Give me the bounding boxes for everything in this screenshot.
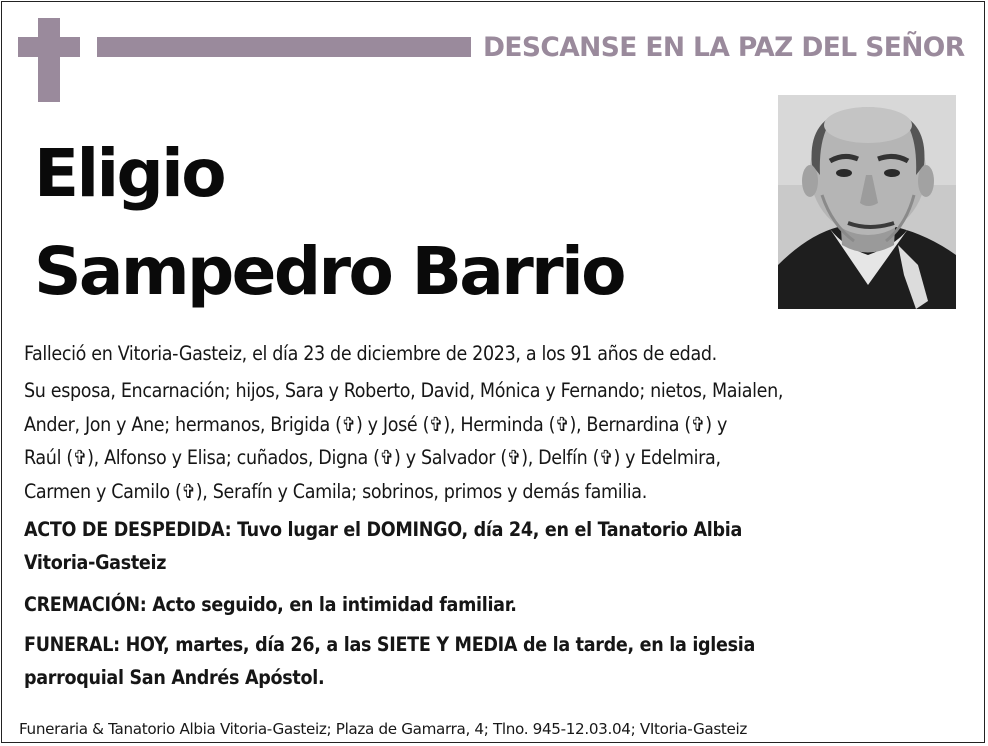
header-divider-bar [97,37,471,57]
family-line: Raúl (✞), Alfonso y Elisa; cuñados, Digna (✞) y Salvador (✞), Delfín (✞) y Edelmira, [24,446,721,469]
funeral-line: parroquial San Andrés Apóstol. [24,666,325,689]
family-line: Ander, Jon y Ane; hermanos, Brigida (✞) y José (✞), Herminda (✞), Bernardina (✞) y [24,412,728,436]
family-line: Su esposa, Encarnación; hijos, Sara y Roberto, David, Mónica y Fernando; nietos, Maialen, [24,379,784,402]
family-line: Carmen y Camilo (✞), Serafín y Camila; sobrinos, primos y demás familia. [24,479,647,503]
cross-horizontal-bar [18,37,80,57]
portrait-photo [778,95,956,309]
farewell-act-line: Vitoria-Gasteiz [24,551,167,574]
family-paragraph [24,374,974,508]
funeral-paragraph [24,628,974,694]
cross-vertical-bar [38,18,60,102]
portrait-illustration [778,95,956,309]
funeral-line: FUNERAL: HOY, martes, día 26, a las SIETE Y MEDIA de la tarde, en la iglesia [24,633,755,656]
cremation-statement: CREMACIÓN: Acto seguido, en la intimidad familiar. [24,593,517,616]
farewell-act-paragraph [24,513,974,579]
death-statement: Falleció en Vitoria-Gasteiz, el día 23 de diciembre de 2023, a los 91 años de edad. [24,342,717,365]
deceased-surnames: Sampedro Barrio [34,233,624,310]
farewell-act-line: ACTO DE DESPEDIDA: Tuvo lugar el DOMINGO, día 24, en el Tanatorio Albia [24,518,742,541]
deceased-first-name: Eligio [34,135,224,212]
header-title: DESCANSE EN LA PAZ DEL SEÑOR [483,32,965,63]
funeral-home-footer: Funeraria & Tanatorio Albia Vitoria-Gasteiz; Plaza de Gamarra, 4; Tlno. 945-12.03.04; VItoria-Gasteiz [19,720,747,738]
